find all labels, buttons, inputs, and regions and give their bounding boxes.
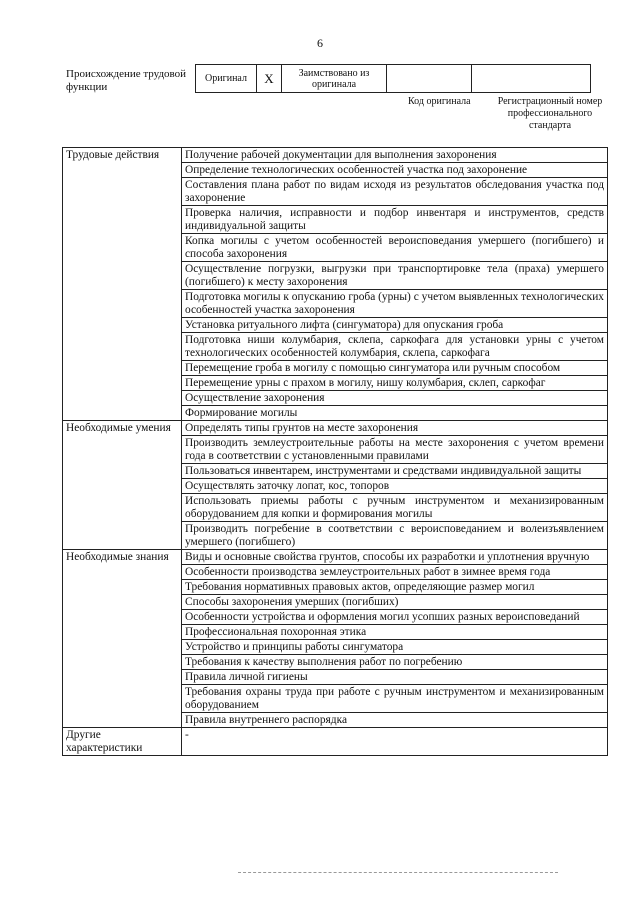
section-category: Необходимые умения <box>63 421 182 550</box>
section-item: Подготовка ниши колумбария, склепа, саркофага для установки урны с учетом технологических особенностей колумбария, склепа, саркофага <box>182 333 608 361</box>
section-item: Копка могилы с учетом особенностей вероисповедания умершего (погибшего) и способа захоронения <box>182 234 608 262</box>
function-table <box>62 147 608 756</box>
code-caption: Код оригинала <box>408 96 471 107</box>
reg-number-cell <box>472 65 591 93</box>
section-item: Особенности производства землеустроительных работ в зимнее время года <box>182 565 608 580</box>
divider <box>238 872 558 873</box>
section-item: Профессиональная похоронная этика <box>182 625 608 640</box>
section-item: Осуществление захоронения <box>182 391 608 406</box>
table-row <box>63 550 608 565</box>
section-category: Необходимые знания <box>63 550 182 728</box>
section-item: Установка ритуального лифта (сингуматора) для опускания гроба <box>182 318 608 333</box>
section-item: Подготовка могилы к опусканию гроба (урны) с учетом выявленных технологических особенностей участка захоронения <box>182 290 608 318</box>
section-item: Проверка наличия, исправности и подбор инвентаря и инструментов, средств индивидуальной защиты <box>182 206 608 234</box>
section-category: Трудовые действия <box>63 148 182 421</box>
section-item: Перемещение гроба в могилу с помощью сингуматора или ручным способом <box>182 361 608 376</box>
section-item: Требования к качеству выполнения работ по погребению <box>182 655 608 670</box>
table-row <box>63 148 608 163</box>
section-item: Формирование могилы <box>182 406 608 421</box>
borrowed-cell: Заимствовано из оригинала <box>282 65 387 93</box>
code-cell <box>387 65 472 93</box>
section-item: Осуществлять заточку лопат, кос, топоров <box>182 479 608 494</box>
section-item: Производить землеустроительные работы на месте захоронения с учетом времени года в соответствии с установленными правилами <box>182 436 608 464</box>
reg-caption: Регистрационный номер профессионального стандарта <box>497 96 603 131</box>
section-item: Правила внутреннего распорядка <box>182 713 608 728</box>
section-item: Получение рабочей документации для выполнения захоронения <box>182 148 608 163</box>
section-item: Осуществление погрузки, выгрузки при транспортировке тела (праха) умершего (погибшего) к месту захоронения <box>182 262 608 290</box>
section-item: Виды и основные свойства грунтов, способы их разработки и уплотнения вручную <box>182 550 608 565</box>
section-item: Производить погребение в соответствии с вероисповеданием и волеизъявлением умершего (погибшего) <box>182 522 608 550</box>
section-item: Устройство и принципы работы сингуматора <box>182 640 608 655</box>
section-category: Другие характеристики <box>63 728 182 756</box>
section-item: Требования нормативных правовых актов, определяющие размер могил <box>182 580 608 595</box>
section-item: Правила личной гигиены <box>182 670 608 685</box>
origin-label: Происхождение трудовой функции <box>66 68 187 93</box>
section-item: - <box>182 728 608 756</box>
section-item: Способы захоронения умерших (погибших) <box>182 595 608 610</box>
section-item: Особенности устройства и оформления могил усопших разных вероисповеданий <box>182 610 608 625</box>
page-number: 6 <box>317 36 323 50</box>
original-mark: X <box>257 65 282 93</box>
section-item: Использовать приемы работы с ручным инструментом и механизированным оборудованием для копки и формирования могилы <box>182 494 608 522</box>
original-cell: Оригинал <box>196 65 257 93</box>
section-item: Пользоваться инвентарем, инструментами и средствами индивидуальной защиты <box>182 464 608 479</box>
section-item: Определять типы грунтов на месте захоронения <box>182 421 608 436</box>
table-row <box>63 728 608 756</box>
section-item: Требования охраны труда при работе с ручным инструментом и механизированным оборудованием <box>182 685 608 713</box>
section-item: Составления плана работ по видам исходя из результатов обследования участка под захоронение <box>182 178 608 206</box>
origin-table <box>195 64 591 93</box>
section-item: Определение технологических особенностей участка под захоронение <box>182 163 608 178</box>
table-row <box>63 421 608 436</box>
section-item: Перемещение урны с прахом в могилу, нишу колумбария, склеп, саркофаг <box>182 376 608 391</box>
